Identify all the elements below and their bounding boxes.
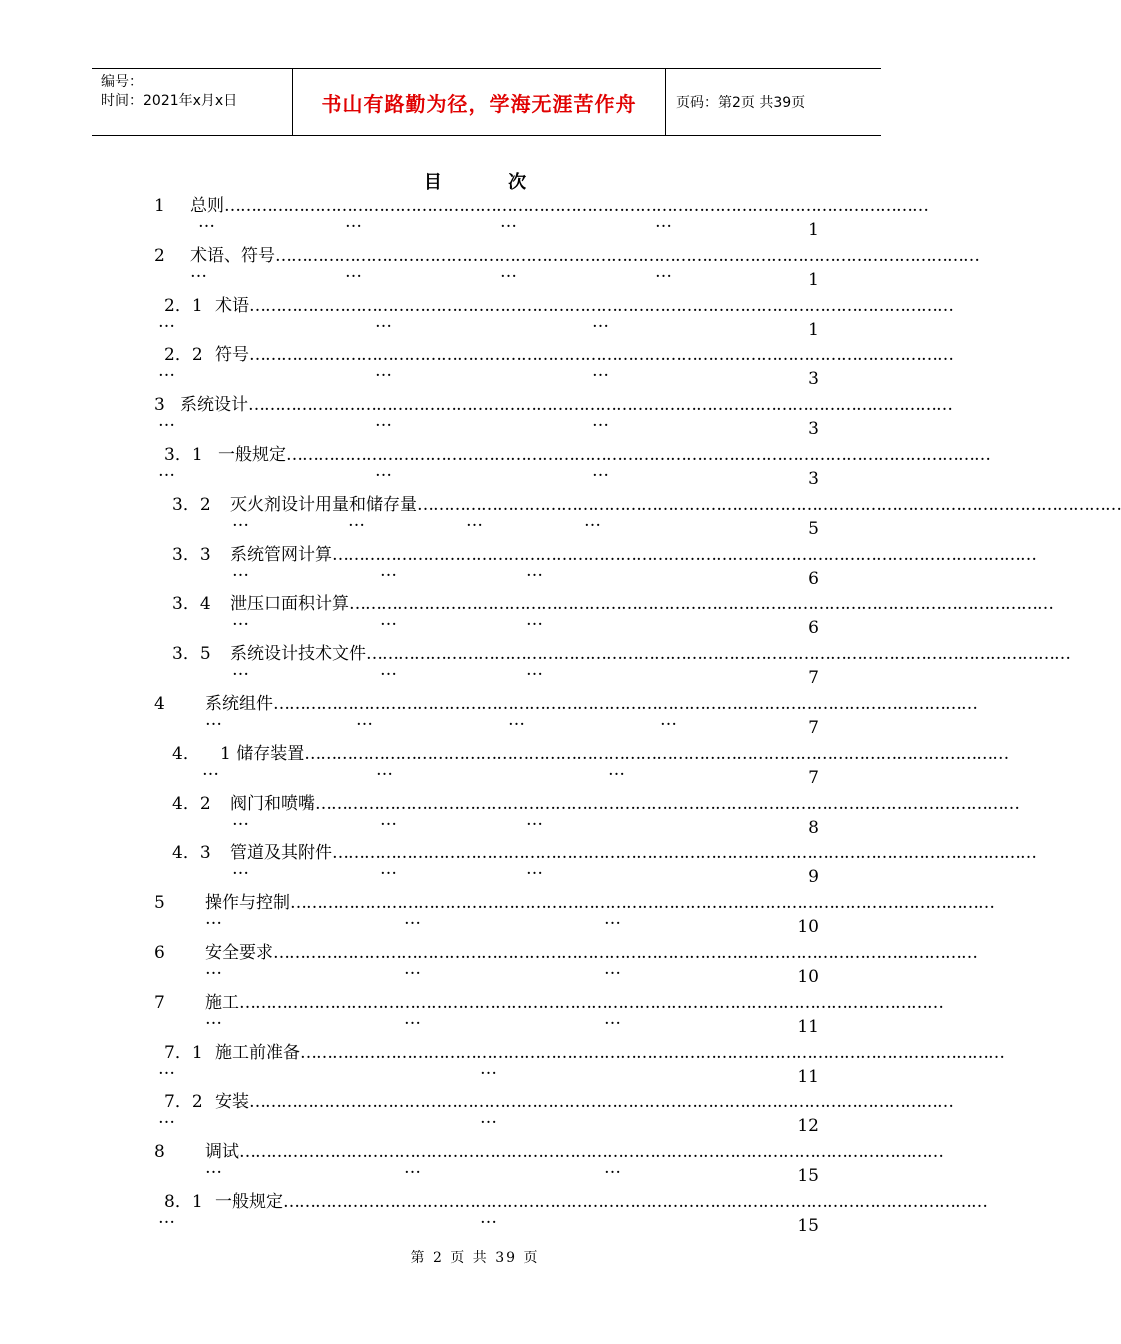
- toc-dot-fragment: …: [198, 212, 215, 232]
- toc-entry[interactable]: [0, 1140, 950, 1190]
- toc-page-number: 7: [808, 718, 819, 738]
- toc-entry[interactable]: [0, 692, 977, 742]
- toc-entry[interactable]: [0, 841, 1036, 891]
- toc-entry[interactable]: [0, 941, 977, 991]
- toc-entry-number: 4: [154, 694, 165, 714]
- toc-entry-label: 系统设计: [180, 395, 248, 415]
- toc-leader-dots: ……………………………………………………………………………………………………………………: [283, 1192, 987, 1212]
- toc-page-number: 8: [808, 818, 819, 838]
- toc-page-number: 10: [797, 967, 819, 987]
- toc-entry-label: 一般规定: [218, 445, 286, 465]
- toc-leader-dots: ……………………………………………………………………………………………………………………: [417, 495, 1121, 515]
- toc-leader-dots: ……………………………………………………………………………………………………………………: [332, 843, 1036, 863]
- toc-leader-dots: ……………………………………………………………………………………………………………………: [248, 395, 952, 415]
- toc-entry[interactable]: [0, 543, 1036, 593]
- toc-page-number: 1: [808, 320, 819, 340]
- toc-dot-fragment: …: [592, 411, 609, 431]
- toc-leader-dots: ……………………………………………………………………………………………………………………: [249, 345, 953, 365]
- toc-dot-fragment: …: [604, 1158, 621, 1178]
- toc-dot-fragment: …: [376, 760, 393, 780]
- toc-dot-fragment: …: [380, 561, 397, 581]
- toc-dot-fragment: …: [232, 511, 249, 531]
- time-label: 时间：2021年x月x日: [101, 93, 238, 109]
- toc-entry-number: 3．2: [172, 495, 211, 515]
- toc-leader-dots: ……………………………………………………………………………………………………………………: [224, 196, 928, 216]
- toc-entry-number: 2: [154, 246, 165, 266]
- toc-entry-label: 安全要求: [205, 943, 273, 963]
- toc-dot-fragment: …: [380, 859, 397, 879]
- toc-dot-fragment: …: [404, 909, 421, 929]
- toc-dot-fragment: …: [205, 909, 222, 929]
- toc-entry[interactable]: [0, 294, 953, 344]
- page-footer: 第 2 页 共 39 页: [410, 1250, 540, 1266]
- toc-leader-dots: ……………………………………………………………………………………………………………………: [300, 1043, 1004, 1063]
- toc-dot-fragment: …: [205, 1158, 222, 1178]
- toc-dot-fragment: …: [380, 660, 397, 680]
- toc-leader-dots: ……………………………………………………………………………………………………………………: [249, 296, 953, 316]
- toc-entry[interactable]: [0, 493, 1121, 543]
- toc-entry-number: 8: [154, 1142, 165, 1162]
- toc-dot-fragment: …: [604, 909, 621, 929]
- toc-title: 目 次: [423, 172, 557, 193]
- toc-page-number: 1: [808, 220, 819, 240]
- toc-dot-fragment: …: [375, 361, 392, 381]
- toc-dot-fragment: …: [190, 262, 207, 282]
- toc-dot-fragment: …: [480, 1059, 497, 1079]
- toc-page-number: 6: [808, 618, 819, 638]
- toc-leader-dots: ……………………………………………………………………………………………………………………: [239, 1142, 943, 1162]
- toc-dot-fragment: …: [205, 710, 222, 730]
- toc-entry[interactable]: [0, 792, 1019, 842]
- toc-entry-number: 3．5: [172, 644, 211, 664]
- toc-entry-number: 4．2: [172, 794, 211, 814]
- toc-dot-fragment: …: [584, 511, 601, 531]
- toc-entry[interactable]: [0, 1090, 953, 1140]
- toc-dot-fragment: …: [404, 959, 421, 979]
- toc-dot-fragment: …: [608, 760, 625, 780]
- toc-dot-fragment: …: [348, 511, 365, 531]
- toc-entry[interactable]: [0, 443, 990, 493]
- toc-page-number: 5: [808, 519, 819, 539]
- toc-page-number: 6: [808, 569, 819, 589]
- toc-dot-fragment: …: [375, 461, 392, 481]
- toc-entry-label: 泄压口面积计算: [230, 594, 349, 614]
- toc-entry-number: 7: [154, 993, 165, 1013]
- toc-entry-label: 一般规定: [215, 1192, 283, 1212]
- toc-dot-fragment: …: [232, 810, 249, 830]
- toc-page-number: 3: [808, 369, 819, 389]
- toc-dot-fragment: …: [655, 262, 672, 282]
- toc-leader-dots: ……………………………………………………………………………………………………………………: [332, 545, 1036, 565]
- toc-page-number: 7: [808, 768, 819, 788]
- toc-page-number: 3: [808, 469, 819, 489]
- toc-dot-fragment: …: [500, 262, 517, 282]
- toc-entry-label: 符号: [215, 345, 249, 365]
- toc-page-number: 15: [797, 1216, 819, 1236]
- toc-entry-number: 6: [154, 943, 165, 963]
- toc-dot-fragment: …: [375, 312, 392, 332]
- toc-dot-fragment: …: [205, 959, 222, 979]
- toc-entry-label: 系统设计技术文件: [230, 644, 366, 664]
- toc-dot-fragment: …: [380, 810, 397, 830]
- toc-entry-number: 3．4: [172, 594, 211, 614]
- toc-entry-label: 系统管网计算: [230, 545, 332, 565]
- toc-leader-dots: ……………………………………………………………………………………………………………………: [304, 744, 1009, 764]
- toc-dot-fragment: …: [526, 610, 543, 630]
- toc-entry-number: 8．1: [164, 1192, 203, 1212]
- toc-entry-number: 3: [154, 395, 165, 415]
- toc-entry-label: 施工前准备: [215, 1043, 300, 1063]
- toc-dot-fragment: …: [232, 610, 249, 630]
- toc-dot-fragment: …: [158, 312, 175, 332]
- toc-entry-label: 1 储存装置: [220, 744, 305, 764]
- toc-dot-fragment: …: [500, 212, 517, 232]
- toc-entry-label: 术语: [215, 296, 249, 316]
- toc-entry-label: 施工: [205, 993, 239, 1013]
- toc-dot-fragment: …: [232, 859, 249, 879]
- toc-dot-fragment: …: [604, 1009, 621, 1029]
- toc-entry-number: 1: [154, 196, 165, 216]
- toc-page-number: 1: [808, 270, 819, 290]
- toc-entry[interactable]: [0, 1190, 987, 1240]
- toc-entry-label: 术语、符号: [190, 246, 275, 266]
- toc-dot-fragment: …: [526, 561, 543, 581]
- toc-leader-dots: ……………………………………………………………………………………………………………………: [349, 594, 1053, 614]
- toc-page-number: 11: [797, 1067, 819, 1087]
- toc-leader-dots: ……………………………………………………………………………………………………………………: [315, 794, 1019, 814]
- toc-entry-number: 3．3: [172, 545, 211, 565]
- toc-dot-fragment: …: [345, 212, 362, 232]
- toc-dot-fragment: …: [158, 1108, 175, 1128]
- toc-entry[interactable]: [0, 642, 1070, 692]
- header-motto: 书山有路勤为径，学海无涯苦作舟: [293, 69, 666, 135]
- toc-dot-fragment: …: [466, 511, 483, 531]
- toc-entry-label: 阀门和喷嘴: [230, 794, 315, 814]
- toc-entry[interactable]: [0, 891, 994, 941]
- toc-leader-dots: ……………………………………………………………………………………………………………………: [249, 1092, 953, 1112]
- toc-entry[interactable]: [0, 1041, 1004, 1091]
- toc-entry[interactable]: [0, 393, 950, 443]
- toc-dot-fragment: …: [592, 361, 609, 381]
- toc-dot-fragment: …: [592, 312, 609, 332]
- toc-dot-fragment: …: [356, 710, 373, 730]
- toc-dot-fragment: …: [380, 610, 397, 630]
- toc-entry-number: 2．1: [164, 296, 203, 316]
- toc-entry-label: 安装: [215, 1092, 249, 1112]
- toc-entry-label: 系统组件: [205, 694, 273, 714]
- header-page-label: 页码：第2页 共39页: [676, 95, 806, 111]
- toc-dot-fragment: …: [526, 859, 543, 879]
- toc-page-number: 7: [808, 668, 819, 688]
- toc-entry-label: 灭火剂设计用量和储存量: [230, 495, 417, 515]
- toc-entry[interactable]: [0, 343, 953, 393]
- toc-dot-fragment: …: [375, 411, 392, 431]
- toc-entry[interactable]: [0, 991, 950, 1041]
- toc-dot-fragment: …: [480, 1208, 497, 1228]
- toc-entry[interactable]: [0, 244, 979, 294]
- toc-entry[interactable]: [0, 194, 950, 244]
- toc-dot-fragment: …: [480, 1108, 497, 1128]
- toc-page-number: 9: [808, 867, 819, 887]
- toc-entry[interactable]: [0, 592, 1053, 642]
- toc-entry-number: 4．: [172, 744, 200, 764]
- toc-page-number: 12: [797, 1116, 819, 1136]
- toc-dot-fragment: …: [158, 1059, 175, 1079]
- toc-leader-dots: ……………………………………………………………………………………………………………………: [290, 893, 994, 913]
- toc-page-number: 10: [797, 917, 819, 937]
- toc-entry-label: 总则: [190, 196, 224, 216]
- toc-dot-fragment: …: [232, 561, 249, 581]
- toc-entry[interactable]: [0, 742, 1009, 792]
- toc-entry-number: 4．3: [172, 843, 211, 863]
- toc-entry-label: 调试: [205, 1142, 239, 1162]
- toc-dot-fragment: …: [592, 461, 609, 481]
- toc-dot-fragment: …: [404, 1158, 421, 1178]
- toc-dot-fragment: …: [345, 262, 362, 282]
- toc-page-number: 15: [797, 1166, 819, 1186]
- toc-entry-number: 3．1: [164, 445, 203, 465]
- toc-dot-fragment: …: [655, 212, 672, 232]
- toc-leader-dots: ……………………………………………………………………………………………………………………: [366, 644, 1070, 664]
- toc-dot-fragment: …: [158, 411, 175, 431]
- toc-dot-fragment: …: [526, 660, 543, 680]
- toc-dot-fragment: …: [202, 760, 219, 780]
- toc-dot-fragment: …: [205, 1009, 222, 1029]
- toc-page-number: 3: [808, 419, 819, 439]
- toc-dot-fragment: …: [158, 361, 175, 381]
- toc-dot-fragment: …: [526, 810, 543, 830]
- toc-entry-number: 7．2: [164, 1092, 203, 1112]
- toc-leader-dots: ……………………………………………………………………………………………………………………: [286, 445, 990, 465]
- toc-leader-dots: ……………………………………………………………………………………………………………………: [239, 993, 943, 1013]
- toc-entry-number: 2．2: [164, 345, 203, 365]
- toc-entry-number: 5: [154, 893, 165, 913]
- toc-entry-label: 管道及其附件: [230, 843, 332, 863]
- toc-dot-fragment: …: [508, 710, 525, 730]
- toc-dot-fragment: …: [604, 959, 621, 979]
- toc-leader-dots: ……………………………………………………………………………………………………………………: [273, 943, 977, 963]
- toc-dot-fragment: …: [404, 1009, 421, 1029]
- toc-entry-number: 7．1: [164, 1043, 203, 1063]
- number-label: 编号：: [101, 74, 143, 90]
- toc-leader-dots: ……………………………………………………………………………………………………………………: [273, 694, 977, 714]
- toc-page-number: 11: [797, 1017, 819, 1037]
- toc-leader-dots: ……………………………………………………………………………………………………………………: [275, 246, 979, 266]
- toc-dot-fragment: …: [158, 461, 175, 481]
- toc-dot-fragment: …: [158, 1208, 175, 1228]
- toc-dot-fragment: …: [660, 710, 677, 730]
- toc-entry-label: 操作与控制: [205, 893, 290, 913]
- toc-dot-fragment: …: [232, 660, 249, 680]
